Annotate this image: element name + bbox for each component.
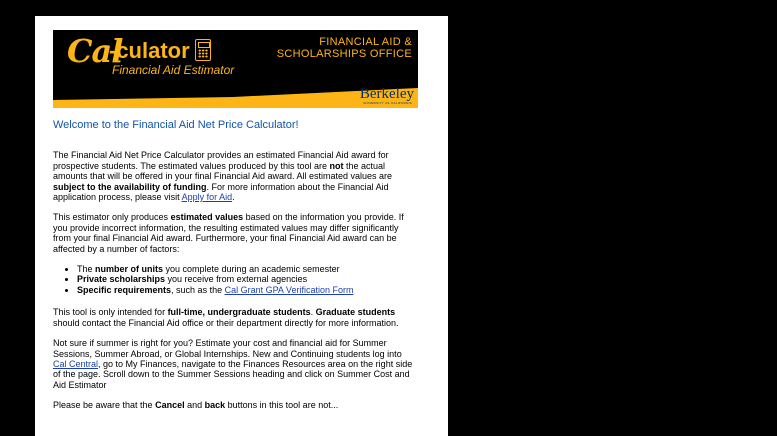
intro-content [53,120,413,421]
cal-central-link[interactable]: Cal Central [53,358,99,369]
office-name: FINANCIAL AID & SCHOLARSHIPS OFFICE [276,36,412,60]
list-item: • Private scholarships you receive from external agencies [77,274,413,284]
calculator-icon [195,39,211,61]
logo-subtitle: Financial Aid Estimator [112,63,235,77]
logo-culator: -culator [109,38,190,63]
list-item: • Specific requirements, such as the Cal Grant GPA Verification Form [77,285,413,295]
cal-grant-gpa-link[interactable]: Cal Grant GPA Verification Form [224,284,354,295]
navigation-warning-paragraph: Please be aware that the Cancel and back buttons in this tool are not... [53,400,339,411]
eligibility-paragraph: This tool is only intended for full-time, undergraduate students. Graduate students should contact the Financial Aid office or their department directly for more information. [53,307,399,328]
apply-for-aid-link[interactable]: Apply for Aid [181,192,233,203]
summer-paragraph: Not sure if summer is right for you? Estimate your cost and financial aid for Summer Sessions, Summer Abroad, or Global Internships. New and Continuing students log into Cal Central, go to My Finances, navigate to the Finances Resources area on the right side of the page. Scroll down to the Summer Sessions heading and click on Summer Cost and Aid Estimator [53,338,413,390]
berkeley-logo-subtitle: UNIVERSITY OF CALIFORNIA [363,101,412,105]
factors-list [53,264,413,295]
intro-paragraph: The Financial Aid Net Price Calculator provides an estimated Financial Aid award for prospective students. The estimated values produced by this tool are not the actual amounts that will be offered in your final Financial Aid award. All estimated values are subject to the availability of funding. For more information about the Financial Aid application process, please visit Apply for Aid. [53,150,393,203]
page-container [35,16,448,436]
estimator-paragraph: This estimator only produces estimated values based on the information you provide. If you provide incorrect information, the resulting estimated values may differ significantly from your final Financial Aid award. Furthermore, your final Financial Aid award can be affected by a number of factors: [53,212,404,254]
list-item: • The number of units you complete during an academic semester [77,264,413,274]
header-banner [53,30,418,108]
berkeley-logo[interactable]: Berkeley [359,86,414,102]
welcome-heading: Welcome to the Financial Aid Net Price Calculator! [53,119,299,131]
logo-cal: Cal [67,32,123,70]
